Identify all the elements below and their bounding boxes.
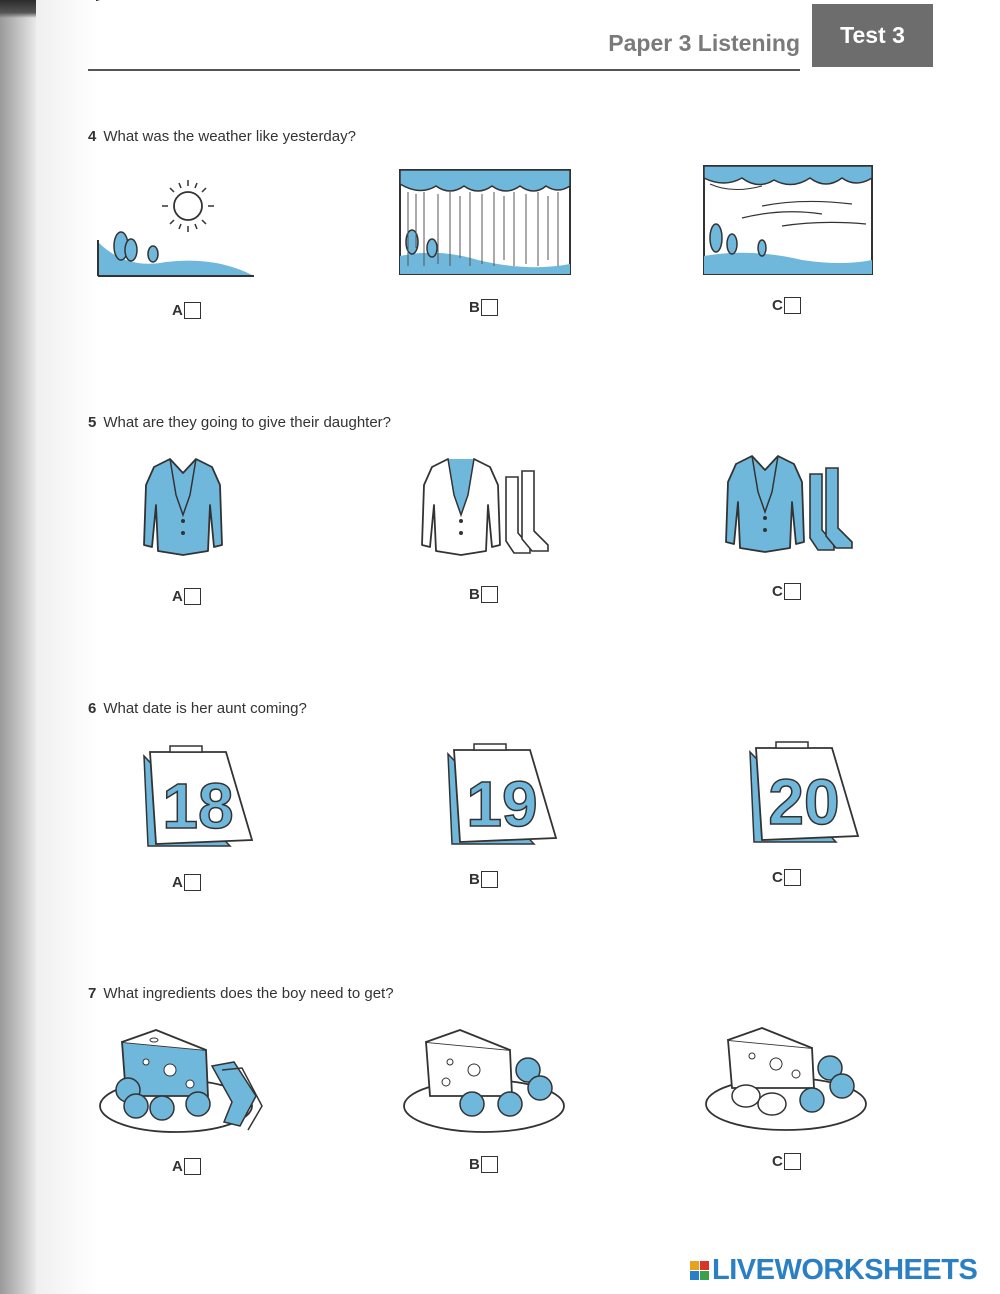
question-7 (88, 985, 394, 1002)
option-5c (772, 583, 801, 600)
answer-checkbox[interactable] (184, 1158, 201, 1175)
header-rule (88, 69, 800, 71)
calendar-19-image (444, 740, 562, 848)
paper-title: Paper 3 Listening (608, 30, 800, 56)
liveworksheets-logo[interactable] (690, 1254, 977, 1286)
question-text: What are they going to give their daughter? (103, 414, 392, 431)
question-text: What date is her aunt coming? (103, 700, 307, 717)
option-7a (172, 1158, 201, 1175)
option-letter: A (172, 874, 183, 891)
question-6 (88, 700, 307, 717)
calendar-18-image (140, 742, 258, 850)
answer-checkbox[interactable] (481, 1156, 498, 1173)
logo-grid-icon (690, 1261, 709, 1280)
page-gutter-shade (36, 0, 96, 1294)
option-letter: B (469, 586, 480, 603)
question-number: 5 (88, 414, 97, 431)
option-6b (469, 871, 498, 888)
option-letter: B (469, 1156, 480, 1173)
option-letter: C (772, 869, 783, 886)
option-letter: A (172, 302, 183, 319)
option-letter: C (772, 297, 783, 314)
option-7c (772, 1153, 801, 1170)
calendar-20-image (746, 738, 864, 846)
question-number: 6 (88, 700, 97, 717)
option-5a (172, 588, 201, 605)
option-letter: C (772, 583, 783, 600)
calendar-date: 18 (162, 770, 234, 842)
option-letter: B (469, 871, 480, 888)
option-6a (172, 874, 201, 891)
question-5 (88, 414, 391, 431)
rainy-scene-image (398, 168, 572, 276)
answer-checkbox[interactable] (784, 1153, 801, 1170)
question-text: What ingredients does the boy need to get? (103, 985, 394, 1002)
option-5b (469, 586, 498, 603)
answer-checkbox[interactable] (481, 871, 498, 888)
calendar-date: 20 (768, 766, 840, 838)
sunny-scene-image (96, 170, 258, 280)
option-6c (772, 869, 801, 886)
answer-checkbox[interactable] (784, 297, 801, 314)
blue-jacket-image (140, 455, 226, 559)
question-number: 7 (88, 985, 97, 1002)
question-text: What was the weather like yesterday? (103, 128, 356, 145)
question-number: 4 (88, 128, 97, 145)
calendar-date: 19 (466, 768, 538, 840)
option-letter: A (172, 588, 183, 605)
option-4c (772, 297, 801, 314)
cheese-eggs-tomatoes-image (702, 1024, 870, 1134)
option-letter: B (469, 299, 480, 316)
option-7b (469, 1156, 498, 1173)
test-badge: Test 3 (812, 4, 933, 67)
cheese-tomatoes-bacon-image (96, 1026, 272, 1136)
answer-checkbox[interactable] (784, 869, 801, 886)
windy-cloudy-scene-image (702, 164, 874, 276)
answer-checkbox[interactable] (184, 874, 201, 891)
white-jacket-blue-boots-image (418, 455, 558, 559)
option-letter: A (172, 1158, 183, 1175)
question-4 (88, 128, 356, 145)
book-spine-shadow (0, 0, 36, 1294)
option-4b (469, 299, 498, 316)
option-4a (172, 302, 201, 319)
logo-text: LIVEWORKSHEETS (712, 1253, 978, 1286)
blue-jacket-blue-boots-image (722, 452, 862, 556)
option-letter: C (772, 1153, 783, 1170)
answer-checkbox[interactable] (184, 588, 201, 605)
answer-checkbox[interactable] (481, 586, 498, 603)
answer-checkbox[interactable] (784, 583, 801, 600)
answer-checkbox[interactable] (184, 302, 201, 319)
answer-checkbox[interactable] (481, 299, 498, 316)
cheese-tomatoes-image (400, 1026, 568, 1136)
